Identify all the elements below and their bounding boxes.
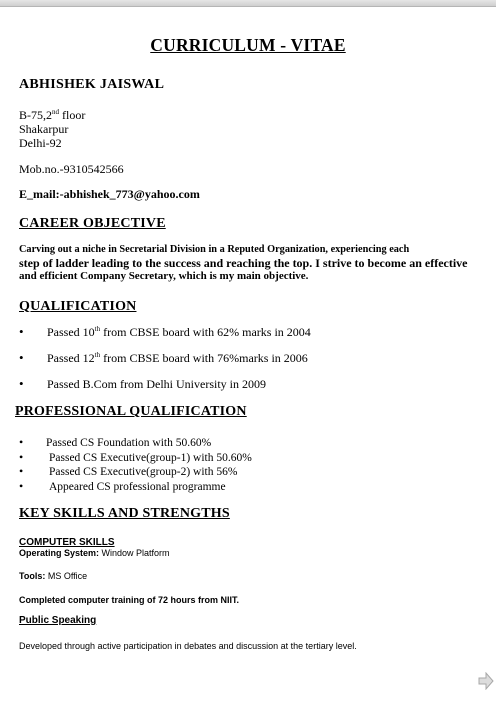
operating-system-line: [19, 549, 170, 558]
objective-line-2: step of ladder leading to the success and reaching the top. I strive to become an effective: [19, 255, 468, 270]
key-skills-heading: KEY SKILLS AND STRENGTHS: [19, 506, 230, 521]
public-speaking-text: Developed through active participation in debates and discussion at the tertiary level.: [19, 641, 357, 651]
professional-qualification-heading: PROFESSIONAL QUALIFICATION: [15, 404, 247, 419]
bullet-icon: •: [19, 350, 24, 365]
career-objective-heading: CAREER OBJECTIVE: [19, 216, 166, 231]
bullet-icon: •: [19, 450, 24, 464]
candidate-name: ABHISHEK JAISWAL: [19, 77, 165, 92]
training-line: Completed computer training of 72 hours from NIIT.: [19, 595, 240, 605]
professional-item: • Appeared CS professional programme: [19, 479, 226, 493]
address-floor: floor: [59, 108, 86, 122]
bullet-icon: •: [19, 435, 24, 449]
bullet-icon: •: [19, 464, 24, 478]
address-superscript: nd: [52, 108, 59, 116]
qualification-item: • Passed B.Com from Delhi University in 2009: [19, 376, 266, 391]
public-speaking-heading: Public Speaking: [19, 615, 97, 626]
address-line-2: Shakarpur: [19, 122, 69, 136]
document-title: CURRICULUM - VITAE: [150, 35, 346, 55]
professional-item: • Passed CS Executive(group-1) with 50.60%: [19, 450, 252, 464]
os-value: Window Platform: [99, 548, 170, 558]
tools-label: Tools:: [19, 571, 46, 581]
address-number: B-75,2: [19, 108, 52, 122]
professional-item: • Passed CS Foundation with 50.60%: [19, 435, 212, 449]
career-objective-text: [19, 243, 468, 284]
os-label: Operating System:: [19, 548, 100, 558]
mobile-number: Mob.no.-9310542566: [19, 162, 124, 176]
address-line-3: Delhi-92: [19, 136, 62, 150]
tools-value: MS Office: [45, 571, 88, 581]
bullet-icon: •: [19, 324, 24, 339]
qualification-item: • Passed 10th from CBSE board with 62% marks in 2004: [19, 324, 311, 339]
next-arrow-icon[interactable]: [478, 672, 494, 690]
email-address: E_mail:-abhishek_773@yahoo.com: [19, 187, 200, 201]
address-line-1: [19, 109, 85, 121]
bullet-icon: •: [19, 376, 24, 391]
objective-line-1: Carving out a niche in Secretarial Division in a Reputed Organization, experiencing each: [19, 244, 410, 255]
computer-skills-heading: COMPUTER SKILLS: [19, 537, 115, 548]
qualification-item: • Passed 12th from CBSE board with 76%marks in 2006: [19, 350, 308, 365]
objective-line-3: and efficient Company Secretary, which is my main objective.: [19, 270, 309, 282]
bullet-icon: •: [19, 479, 24, 493]
qualification-heading: QUALIFICATION: [19, 299, 137, 314]
tools-line: [19, 572, 87, 581]
professional-item: • Passed CS Executive(group-2) with 56%: [19, 464, 238, 478]
